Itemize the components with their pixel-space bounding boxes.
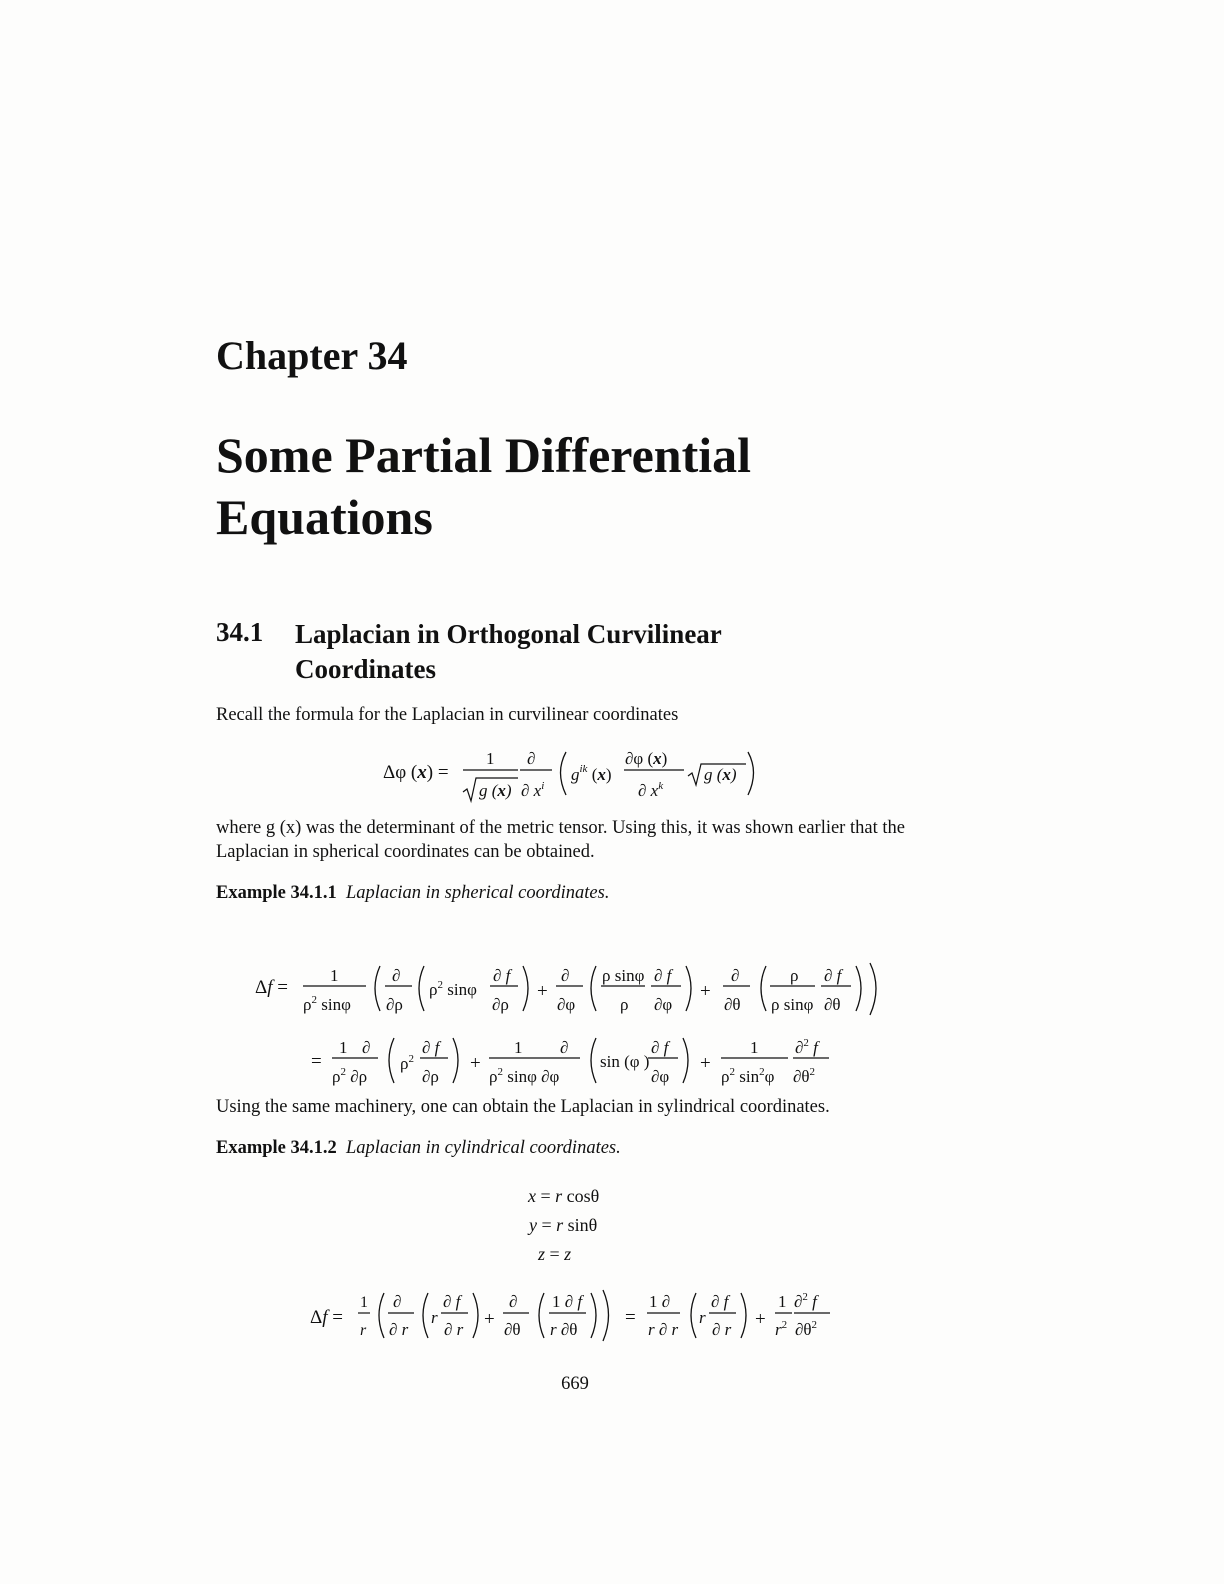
svg-text:∂φ: ∂φ xyxy=(654,995,673,1014)
svg-text:ρ sinφ: ρ sinφ xyxy=(771,995,814,1014)
svg-text:∂2 f: ∂$^2$ f xyxy=(794,1291,817,1311)
svg-text:1: 1 xyxy=(514,1038,523,1057)
svg-text:∂ f: ∂ f xyxy=(651,1038,669,1057)
svg-text:∂: ∂ xyxy=(561,966,570,985)
svg-text:∂: ∂ xyxy=(392,966,401,985)
svg-text:∂ f: ∂ f xyxy=(493,966,511,985)
svg-text:∂2 f: ∂$^2$ f xyxy=(795,1037,818,1057)
svg-text:ρ: ρ xyxy=(620,995,629,1014)
svg-text:+: + xyxy=(484,1309,495,1330)
svg-text:∂ xk: ∂ $x^k$ xyxy=(638,780,664,800)
svg-text:1: 1 xyxy=(339,1038,348,1057)
svg-text:ρ2 sinφ: $\rho^2$ sinφ xyxy=(429,979,477,999)
cylindrical-intro-paragraph: Using the same machinery, one can obtain the Laplacian in sylindrical coordinates. xyxy=(216,1097,830,1117)
svg-text:1: 1 xyxy=(330,966,339,985)
cylindrical-coordinate-definitions xyxy=(0,1180,1224,1270)
svg-text:1 ∂ f: 1 ∂ f xyxy=(552,1292,583,1311)
svg-text:∂: ∂ xyxy=(362,1038,371,1057)
svg-text:∂φ: ∂φ xyxy=(651,1067,670,1086)
cylindrical-laplacian xyxy=(0,1283,1224,1353)
svg-text:∂ f: ∂ f xyxy=(422,1038,440,1057)
example-1-text: Laplacian in spherical coordinates. xyxy=(346,883,610,903)
svg-text:∂ f: ∂ f xyxy=(443,1292,461,1311)
svg-text:1: 1 xyxy=(778,1292,787,1311)
svg-text:∂θ: ∂θ xyxy=(824,995,841,1014)
svg-text:∂ f: ∂ f xyxy=(654,966,672,985)
svg-text:Δf =: Δf = xyxy=(310,1307,343,1328)
example-1-label: Example 34.1.1 xyxy=(216,883,337,903)
svg-text:y = r sinθ: y = r sinθ xyxy=(529,1215,598,1235)
svg-text:+: + xyxy=(755,1309,766,1330)
svg-text:∂ r: ∂ r xyxy=(389,1320,409,1339)
svg-text:gik (x): $g^{ik}$ (x) xyxy=(571,763,612,784)
svg-text:∂: ∂ xyxy=(393,1292,402,1311)
svg-text:+: + xyxy=(470,1053,481,1074)
svg-text:∂ρ: ∂ρ xyxy=(422,1067,439,1086)
svg-text:∂θ2: $\partial\theta^2$ xyxy=(795,1319,818,1339)
chapter-label: Chapter 34 xyxy=(216,333,408,378)
page-number: 669 xyxy=(561,1374,589,1394)
example-2-caption xyxy=(216,1138,621,1159)
svg-text:∂ r: ∂ r xyxy=(444,1320,464,1339)
svg-text:r: r xyxy=(431,1308,438,1327)
svg-text:1: 1 xyxy=(750,1038,759,1057)
svg-text:∂ xi: ∂ $x^i$ xyxy=(521,780,545,800)
svg-text:∂ r: ∂ r xyxy=(712,1320,732,1339)
svg-text:z = z: z = z xyxy=(538,1244,572,1264)
example-1-caption xyxy=(216,883,609,904)
laplacian-general-equation xyxy=(0,740,1224,810)
svg-text:ρ2: $\rho^2$ xyxy=(400,1053,414,1073)
example-2-label: Example 34.1.2 xyxy=(216,1138,337,1158)
svg-text:r2: $r^2$ xyxy=(775,1319,788,1339)
svg-text:∂φ: ∂φ xyxy=(557,995,576,1014)
section-title: Laplacian in Orthogonal Curvilinear Coordinates xyxy=(295,619,722,684)
intro-paragraph: Recall the formula for the Laplacian in curvilinear coordinates xyxy=(216,705,679,725)
svg-text:ρ2 sin2φ: $\rho^2$ $\sin^2\varphi$ xyxy=(721,1066,775,1086)
svg-text:∂: ∂ xyxy=(731,966,740,985)
svg-text:g (x): g (x) xyxy=(479,781,512,800)
svg-text:∂ρ: ∂ρ xyxy=(492,995,509,1014)
svg-text:∂θ: ∂θ xyxy=(504,1320,521,1339)
svg-text:r: r xyxy=(699,1308,706,1327)
svg-text:∂θ2: $\partial\theta^2$ xyxy=(793,1066,816,1086)
svg-text:g (x): g (x) xyxy=(704,765,737,784)
svg-text:r ∂θ: r ∂θ xyxy=(550,1320,578,1339)
section-number: 34.1 xyxy=(216,617,264,647)
svg-text:∂ f: ∂ f xyxy=(711,1292,729,1311)
svg-text:∂ f: ∂ f xyxy=(824,966,842,985)
svg-text:∂φ (x): ∂φ (x) xyxy=(625,749,668,768)
svg-text:1: 1 xyxy=(486,749,495,768)
svg-text:∂: ∂ xyxy=(560,1038,569,1057)
svg-text:1: 1 xyxy=(360,1294,368,1311)
spherical-laplacian-line1 xyxy=(0,955,1224,1025)
svg-text:=: = xyxy=(311,1051,322,1072)
svg-text:sin (φ ): sin (φ ) xyxy=(600,1052,650,1071)
svg-text:+: + xyxy=(537,981,548,1002)
svg-text:∂θ: ∂θ xyxy=(724,995,741,1014)
svg-text:r ∂ r: r ∂ r xyxy=(648,1320,679,1339)
example-2-text: Laplacian in cylindrical coordinates. xyxy=(346,1138,621,1158)
svg-text:x = r cosθ: x = r cosθ xyxy=(528,1186,600,1206)
svg-text:Δφ (x) =: Δφ (x) = xyxy=(383,762,449,783)
svg-text:∂: ∂ xyxy=(509,1292,518,1311)
svg-text:=: = xyxy=(625,1307,636,1328)
svg-text:1 ∂: 1 ∂ xyxy=(649,1292,671,1311)
svg-text:r: r xyxy=(360,1322,367,1339)
svg-text:+: + xyxy=(700,981,711,1002)
svg-text:ρ2 sinφ: $\rho^2$ sinφ xyxy=(303,994,351,1014)
svg-text:ρ sinφ: ρ sinφ xyxy=(602,966,645,985)
svg-text:∂ρ: ∂ρ xyxy=(386,995,403,1014)
svg-text:ρ: ρ xyxy=(790,966,799,985)
chapter-title: Some Partial Differential Equations xyxy=(216,427,752,545)
svg-text:+: + xyxy=(700,1053,711,1074)
spherical-laplacian-line2 xyxy=(0,1027,1224,1097)
svg-text:ρ2 sinφ ∂φ: $\rho^2$ sinφ ∂φ xyxy=(489,1066,560,1086)
svg-text:Δf =: Δf = xyxy=(255,977,288,998)
svg-text:ρ2 ∂ρ: $\rho^2$ ∂ρ xyxy=(332,1066,368,1086)
svg-text:∂: ∂ xyxy=(527,749,536,768)
metric-tensor-paragraph: where g (x) was the determinant of the metric tensor. Using this, it was shown earlier that the Laplacian in spherical coordinates can be obtained. xyxy=(216,818,905,862)
